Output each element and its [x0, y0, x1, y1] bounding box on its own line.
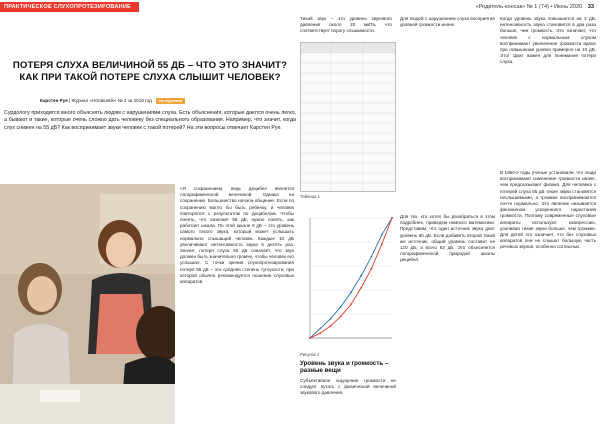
chart-point	[330, 325, 332, 327]
article-photo	[0, 184, 175, 424]
table-graphic	[301, 43, 396, 192]
chart-point	[350, 292, 352, 294]
chart-series-line-2	[310, 218, 392, 338]
body-column-4: Когда уровень звука повышается на 3 дБ, интенсивность звука становится в два раза больше, чем громкость. Это означает, что человек с нормальным слухом воспринимает увеличение громкости вдвое при повышении уровня примерно на 10 дБ. Этот факт важен для понимания потери слуха.	[500, 16, 596, 65]
body-column-5: В 1960-е годы ученые установили, что люди воспринимают изменение громкости иначе, чем предсказывает физика. Для человека с потерей слуха 55 дБ тихие звуки становятся неслышимыми, а громкие воспринимаются почти нормально. Это явление называется феноменом ускоренного нарастания громкости. Поэтому современные слуховые аппараты используют компрессию, усиливая тихие звуки больше, чем громкие. Для детей это означает, что без слуховых аппаратов они не слышат большую часть речевых звуков, особенно согласных.	[500, 170, 596, 250]
author-name: Карстен Руе	[40, 98, 68, 103]
chart-point	[360, 287, 362, 289]
chart-point	[391, 217, 393, 219]
chart-series-line-1	[310, 218, 392, 338]
body-column-7: Субъективное ощущение громкости не следует путать с физической величиной звукового давления.	[300, 378, 396, 396]
chart	[300, 210, 396, 350]
chart-point	[371, 256, 373, 258]
chart-figure	[300, 210, 396, 350]
page-number: 33	[587, 4, 594, 10]
running-header-right	[300, 0, 600, 14]
article-source: Журнал «Hörakustik» № 2 за 2019 год	[71, 98, 152, 103]
journal-label: «Родитель-консак» № 1 (74) • Июнь 2020	[475, 4, 583, 10]
chart-point	[340, 306, 342, 308]
chart-point	[371, 268, 373, 270]
chart-point	[360, 275, 362, 277]
subheading: Уровень звука и громкость – разные вещи	[300, 360, 389, 375]
chart-point	[309, 337, 311, 339]
section-label: ПРАКТИЧЕСКОЕ СЛУХОПРОТЕЗИРОВАНИЕ	[0, 2, 139, 12]
byline: Карстен Руе | Журнал «Hörakustik» № 2 за 2019 год Из журнала	[40, 97, 290, 104]
chart-axis	[310, 218, 392, 338]
table-figure	[300, 42, 396, 192]
chart-point	[381, 244, 383, 246]
chart-point	[340, 316, 342, 318]
body-column-6: Для тех, кто хотел бы разобраться в этом подробнее, приведем немного математики. Представим, что один источник звука дает уровень 60 дБ. Если добавить второй такой же источник, общий уровень составит не 120 дБ, а всего 63 дБ. Это объясняется логарифмической природой шкалы децибел.	[400, 214, 495, 263]
chart-caption: Рисунок 2	[300, 352, 320, 357]
article-lead: Сурдологу приходится много объяснять людям с нарушениями слуха. Есть объяснения, которые даются очень легко, а бывают и такие, которые очень сложно дать человеку без специального образования. Например, что значит, когда слух снижен на 55 дБ? Как воспринимает звуки человек с такой потерей? На эти вопросы отвечает Карстен Руе.	[4, 110, 296, 131]
body-column-2-top: Тихий звук – это уровень звукового давления около 20 мкПа, что соответствует порогу слышимости.	[300, 16, 392, 34]
article-title: ПОТЕРЯ СЛУХА ВЕЛИЧИНОЙ 55 ДБ – ЧТО ЭТО ЗНАЧИТ? КАК ПРИ ТАКОЙ ПОТЕРЕ СЛУХА СЛЫШИТ ЧЕЛОВЕК?	[12, 60, 288, 83]
article-tag: Из журнала	[156, 98, 185, 104]
chart-point	[330, 318, 332, 320]
photo-illustration	[0, 184, 175, 424]
chart-point	[350, 304, 352, 306]
table-caption: Таблица 1	[300, 194, 320, 199]
chart-point	[319, 332, 321, 334]
body-column-1: «Я сохранением, ведь децибел является логарифмической величиной. Однако на сохранение. Большинство начала общение. Если по сохранению могло бы быть ребенку, и человек повторялся с результатом по децибелам. Чтобы понять, что означает 55 дБ, нужно понять, как работает шкала. По этой шкале 0 дБ – это уровень самого тихого звука, который может услышать нормально слышащий человек. Каждые 10 дБ увеличивают интенсивность звука в десять раз. Значит, потеря слуха 55 дБ означает, что звук должен быть значительно громче, чтобы человек его услышал. С точки зрения слухопротезирования потеря 55 дБ – это средняя степень тугоухости, при которой обычно рекомендуется ношение слуховых аппаратов.	[180, 186, 294, 285]
body-column-3-top: Для людей с нарушением слуха восприятие уровней громкости иначе.	[400, 16, 495, 28]
chart-point	[319, 328, 321, 330]
running-header-left	[0, 0, 300, 14]
chart-point	[381, 234, 383, 236]
